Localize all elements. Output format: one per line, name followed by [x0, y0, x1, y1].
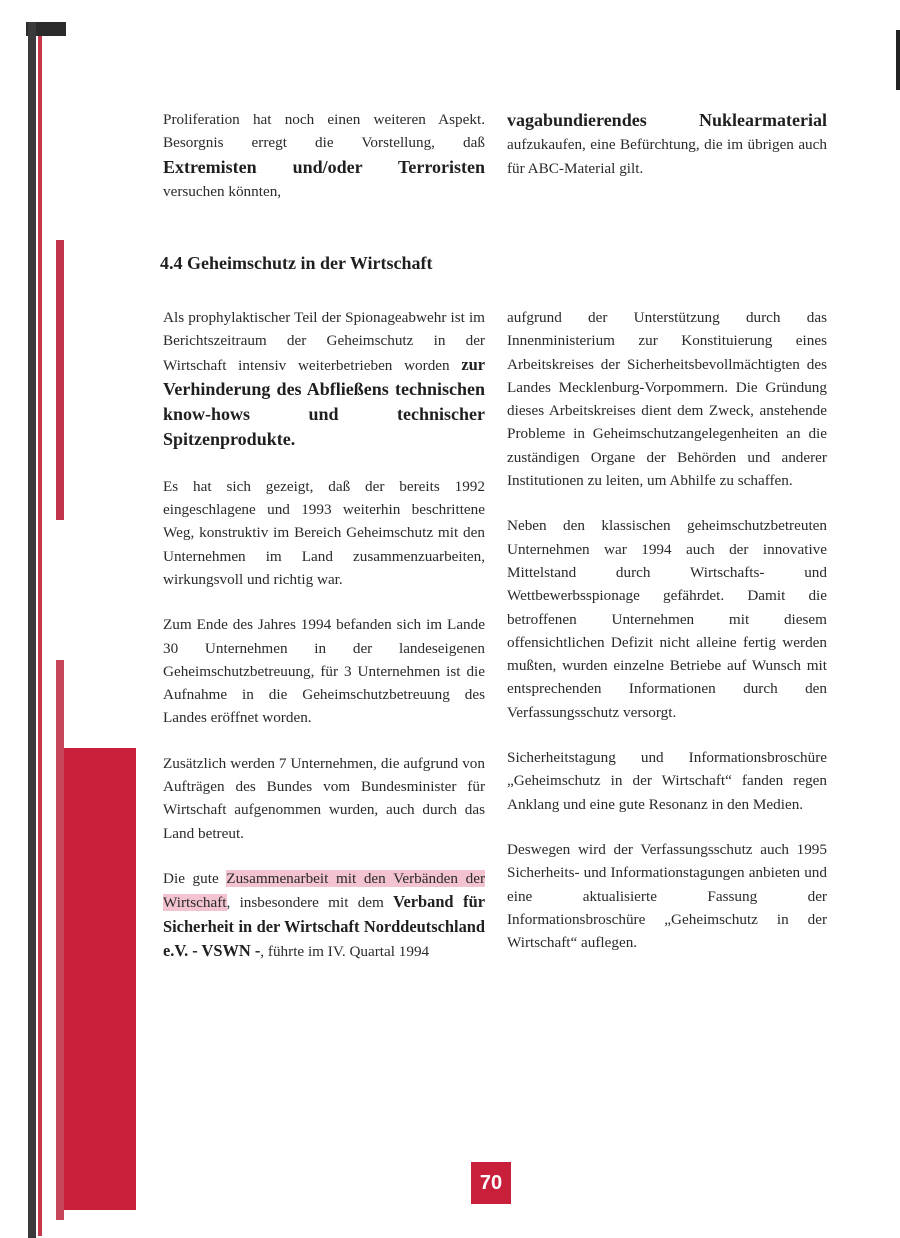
bold-phrase: Verband für Sicherheit in der Wirtschaft Norddeutschland e.V. - VSWN - [163, 892, 485, 960]
binding-edge-red-upper [56, 240, 64, 520]
highlighted-text: Zusammenarbeit mit den Verbänden der Wirtschaft [163, 869, 486, 912]
paragraph: aufgrund der Unterstützung durch das Innenministerium zur Konstituierung eines Arbeitskreises der Sicherheitsbevollmächtigten des Landes Mecklenburg-Vorpommern. Die Gründung dieses Arbeitskreises dient dem Zweck, anstehende Probleme in Geheimschutzangelegenheiten an die zuständigen Organe der Behörden und anderer Institutionen zu leiten, um Abhilfe zu schaffen. [507, 309, 827, 490]
text-run: aufzukaufen, eine Befürchtung, die im übrigen auch für ABC-Material gilt. [507, 136, 827, 177]
text-run: Als prophylaktischer Teil der Spionageabwehr ist im Berichtszeitraum der Geheimschutz in der Wirtschaft intensiv weiterbetrieben worden [163, 309, 485, 374]
paragraph: Deswegen wird der Verfassungsschutz auch 1995 Sicherheits- und Informationstagungen anbieten und eine aktualisierte Fassung der Informationsbroschüre „Geheimschutz in der Wirtschaft“ auflegen. [507, 840, 827, 952]
top-right-paragraph [507, 108, 827, 202]
text-run: Die gute [163, 869, 227, 887]
paragraph: Es hat sich gezeigt, daß der bereits 1992 eingeschlagene und 1993 weiterhin beschrittene Weg, konstruktiv im Bereich Geheimschutz mit den Unternehmen im Land zusammenzuarbeiten, wirkungsvoll und richtig war. [163, 477, 485, 588]
bold-phrase: zur [461, 354, 485, 374]
text-run: , insbesondere mit dem [226, 894, 394, 912]
text-run: Proliferation hat noch einen weiteren Aspekt. Besorgnis erregt die Vorstellung, daß [163, 111, 485, 152]
binding-edge-red-lower [56, 660, 64, 1220]
left-column [163, 306, 485, 985]
binding-edge-red-line [38, 36, 42, 1236]
right-column [507, 306, 827, 976]
page-number: 70 [471, 1162, 511, 1204]
page-right-edge [896, 30, 900, 90]
section-heading: 4.4 Geheimschutz in der Wirtschaft [160, 253, 433, 273]
paragraph: Neben den klassischen geheimschutzbetreuten Unternehmen war 1994 auch der innovative Mittelstand durch Wirtschafts- und Wettbewerbsspionage gefährdet. Damit die betroffenen Unternehmen mit diesem offensichtlichen Defizit nicht alleine fertig werden mußten, wurden einzelne Betriebe auf Wunsch mit entsprechenden Informationen durch den Verfassungsschutz versorgt. [507, 517, 827, 721]
bold-phrase: vagabundierendes Nuklearmaterial [507, 110, 827, 130]
paragraph: Zusätzlich werden 7 Unternehmen, die aufgrund von Aufträgen des Bundes vom Bundesminister für Wirtschaft aufgenommen wurden, auch durch das Land betreut. [163, 754, 485, 842]
top-left-paragraph [163, 108, 485, 225]
text-run: versuchen könnten, [163, 182, 282, 200]
binding-edge [28, 22, 36, 1238]
paragraph [163, 306, 485, 453]
bold-phrase: Verhinderung des Abfließens technischen know-hows und technischer Spitzenprodukte. [163, 378, 485, 450]
bold-phrase: Extremisten und/oder Terroristen [163, 156, 485, 177]
text-run: , führte im IV. Quartal 1994 [260, 942, 430, 960]
margin-color-block [64, 748, 136, 1210]
paragraph: Zum Ende des Jahres 1994 befanden sich im Lande 30 Unternehmen in der landeseigenen Geheimschutzbetreuung, für 3 Unternehmen ist die Aufnahme in die Geheimschutzbetreuung des Landes eröffnet worden. [163, 616, 485, 727]
paragraph [163, 867, 485, 963]
paragraph: Sicherheitstagung und Informationsbroschüre „Geheimschutz in der Wirtschaft“ fanden regen Anklang und eine gute Resonanz in den Medien. [507, 749, 827, 813]
